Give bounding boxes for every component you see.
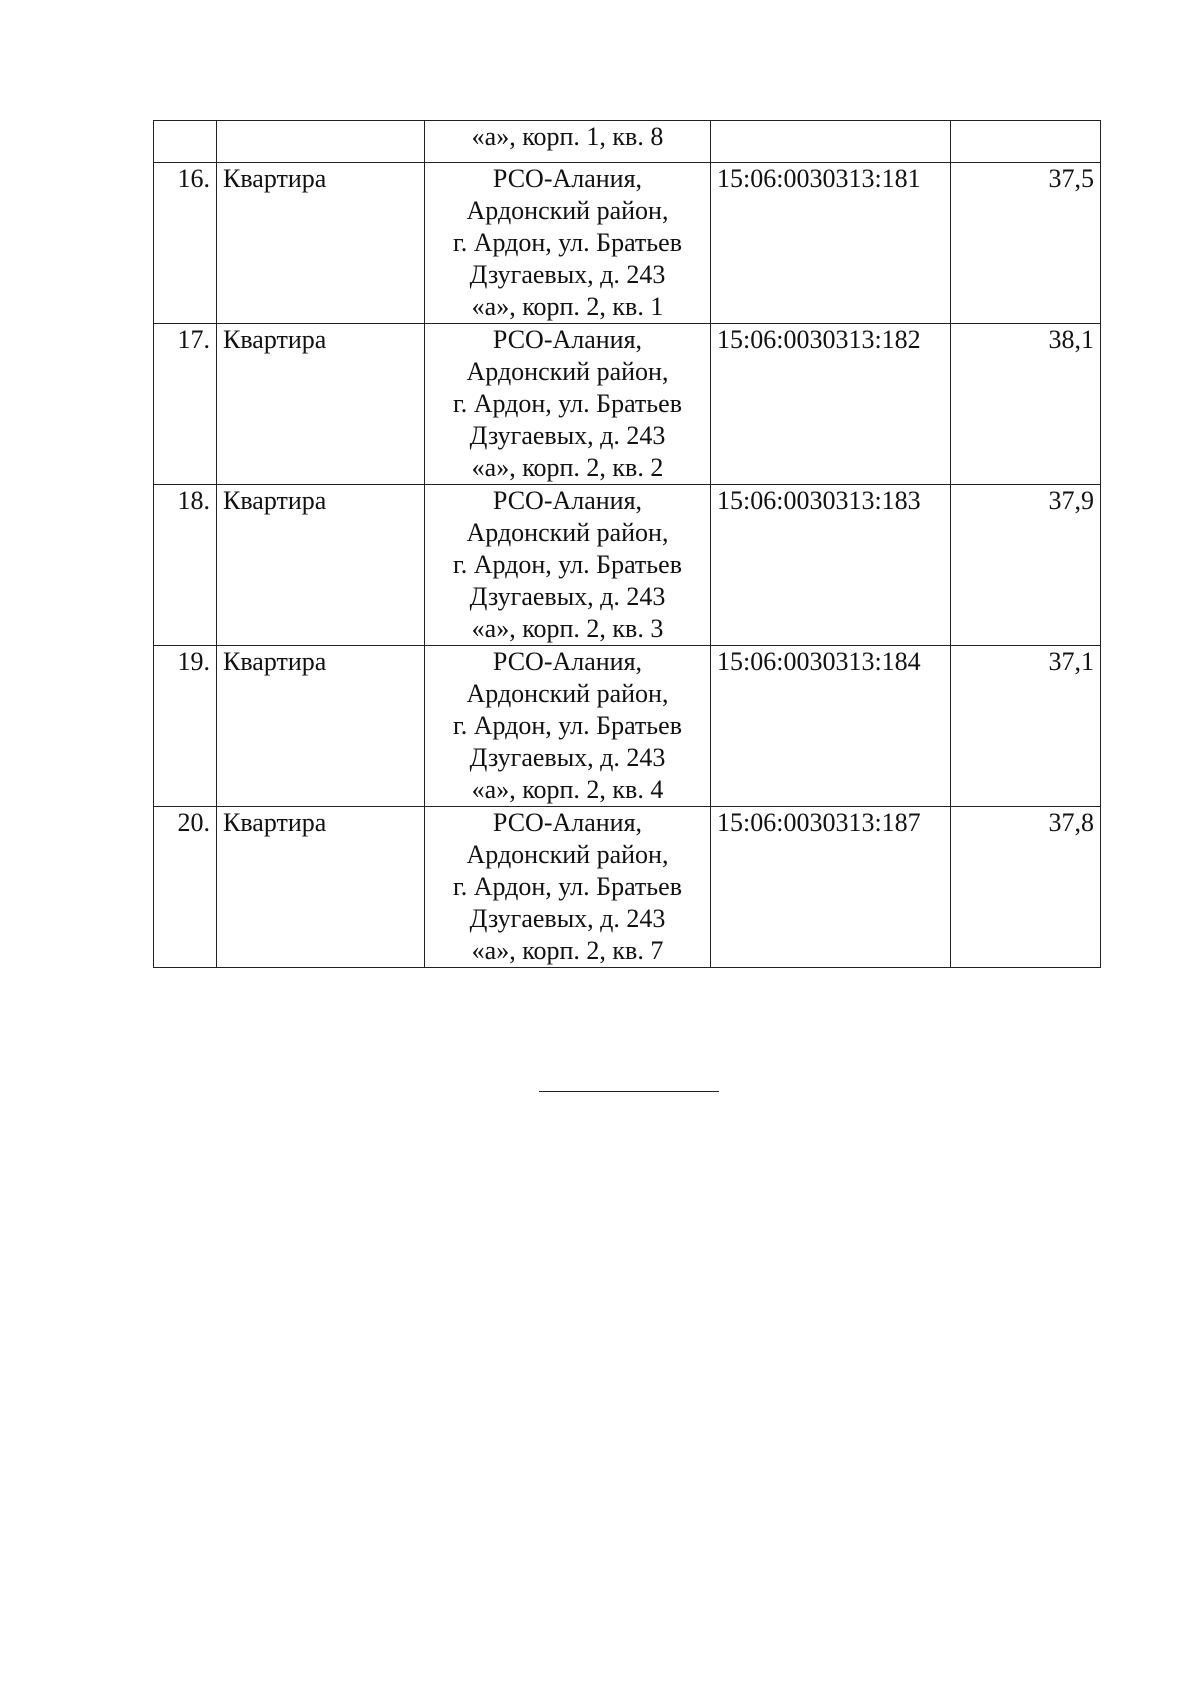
address-line: г. Ардон, ул. Братьев <box>453 550 682 579</box>
address-line: Ардонский район, <box>466 196 669 225</box>
address-line: г. Ардон, ул. Братьев <box>453 389 682 418</box>
table-row-continuation <box>154 121 1101 163</box>
row-number: 19. <box>154 646 217 807</box>
area-value: 38,1 <box>951 324 1101 485</box>
table-row <box>154 646 1101 807</box>
cadastral-cell <box>711 121 951 163</box>
area-value: 37,1 <box>951 646 1101 807</box>
address-line: «а», корп. 2, кв. 3 <box>471 614 664 643</box>
number-cell <box>154 121 217 163</box>
table-row <box>154 485 1101 646</box>
type-cell <box>217 121 425 163</box>
address-line: «а», корп. 2, кв. 1 <box>471 292 664 321</box>
address-line: г. Ардон, ул. Братьев <box>453 872 682 901</box>
address-line: «а», корп. 2, кв. 7 <box>471 936 664 965</box>
property-address <box>425 324 711 485</box>
row-number: 18. <box>154 485 217 646</box>
address-line: Ардонский район, <box>466 679 669 708</box>
address-line: Дзугаевых, д. 243 <box>469 582 666 611</box>
cadastral-number: 15:06:0030313:187 <box>711 807 951 968</box>
area-value: 37,5 <box>951 163 1101 324</box>
address-line: РСО-Алания, <box>492 486 643 515</box>
property-address <box>425 163 711 324</box>
address-line: «а», корп. 2, кв. 4 <box>471 775 664 804</box>
address-line: г. Ардон, ул. Братьев <box>453 228 682 257</box>
property-address <box>425 807 711 968</box>
area-value: 37,8 <box>951 807 1101 968</box>
address-line: Дзугаевых, д. 243 <box>469 743 666 772</box>
address-line: РСО-Алания, <box>492 164 643 193</box>
address-line: РСО-Алания, <box>492 325 643 354</box>
area-cell <box>951 121 1101 163</box>
address-line: «а», корп. 2, кв. 2 <box>471 453 664 482</box>
address-line: РСО-Алания, <box>492 808 643 837</box>
row-number: 20. <box>154 807 217 968</box>
property-type: Квартира <box>217 163 425 324</box>
end-of-document-rule <box>539 1091 719 1092</box>
address-cell <box>425 121 711 163</box>
property-type: Квартира <box>217 324 425 485</box>
cadastral-number: 15:06:0030313:182 <box>711 324 951 485</box>
property-type: Квартира <box>217 646 425 807</box>
table-row <box>154 163 1101 324</box>
property-address <box>425 485 711 646</box>
row-number: 17. <box>154 324 217 485</box>
property-type: Квартира <box>217 807 425 968</box>
area-value: 37,9 <box>951 485 1101 646</box>
address-line: Дзугаевых, д. 243 <box>469 260 666 289</box>
address-line: Ардонский район, <box>466 518 669 547</box>
row-number: 16. <box>154 163 217 324</box>
address-line: Дзугаевых, д. 243 <box>469 421 666 450</box>
cadastral-number: 15:06:0030313:183 <box>711 485 951 646</box>
address-line: Ардонский район, <box>466 840 669 869</box>
table-row <box>154 324 1101 485</box>
cadastral-number: 15:06:0030313:181 <box>711 163 951 324</box>
address-line: г. Ардон, ул. Братьев <box>453 711 682 740</box>
table-row <box>154 807 1101 968</box>
cadastral-number: 15:06:0030313:184 <box>711 646 951 807</box>
address-line: Дзугаевых, д. 243 <box>469 904 666 933</box>
property-type: Квартира <box>217 485 425 646</box>
address-line: РСО-Алания, <box>492 647 643 676</box>
property-table <box>153 120 1101 968</box>
address-line: «а», корп. 1, кв. 8 <box>471 122 664 151</box>
address-line: Ардонский район, <box>466 357 669 386</box>
property-address <box>425 646 711 807</box>
